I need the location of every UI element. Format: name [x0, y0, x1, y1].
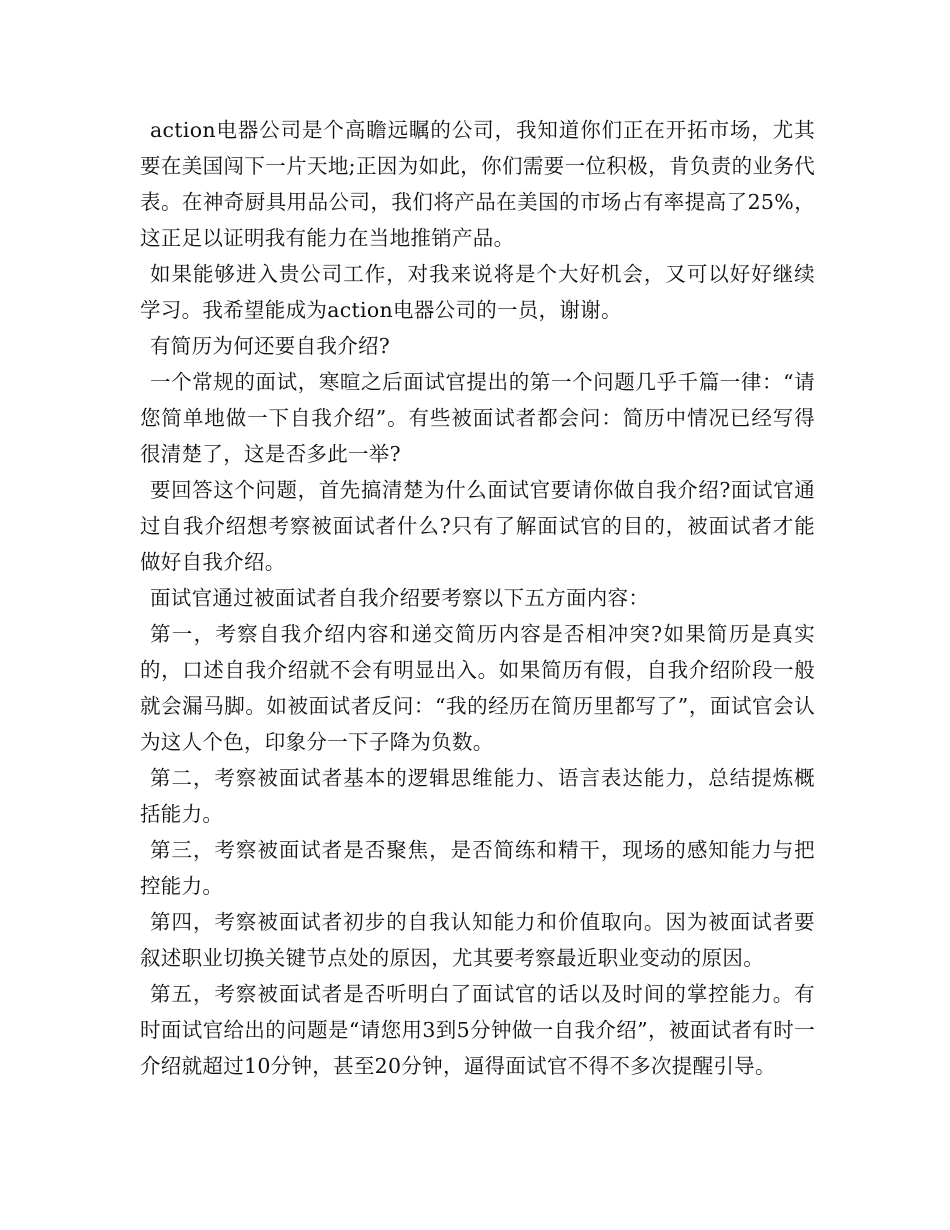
- paragraph: 如果能够进入贵公司工作，对我来说将是个大好机会，又可以好好继续学习。我希望能成为action电器公司的一员，谢谢。: [140, 262, 815, 322]
- document-body: [140, 112, 815, 1084]
- paragraph: 一个常规的面试，寒暄之后面试官提出的第一个问题几乎千篇一律：“请您简单地做一下自我介绍”。有些被面试者都会问：简历中情况已经写得很清楚了，这是否多此一举?: [140, 370, 815, 466]
- paragraph: 第一，考察自我介绍内容和递交简历内容是否相冲突?如果简历是真实的，口述自我介绍就不会有明显出入。如果简历有假，自我介绍阶段一般就会漏马脚。如被面试者反问：“我的经历在简历里都写了”，面试官会认为这人个色，印象分一下子降为负数。: [140, 622, 815, 754]
- paragraph: 第三，考察被面试者是否聚焦，是否简练和精干，现场的感知能力与把控能力。: [140, 838, 815, 898]
- paragraph: action电器公司是个高瞻远瞩的公司，我知道你们正在开拓市场，尤其要在美国闯下一片天地;正因为如此，你们需要一位积极，肯负责的业务代表。在神奇厨具用品公司，我们将产品在美国的市场占有率提高了25%，这正足以证明我有能力在当地推销产品。: [140, 118, 815, 250]
- paragraph: 要回答这个问题，首先搞清楚为什么面试官要请你做自我介绍?面试官通过自我介绍想考察被面试者什么?只有了解面试官的目的，被面试者才能做好自我介绍。: [140, 478, 815, 574]
- paragraph: 面试官通过被面试者自我介绍要考察以下五方面内容：: [150, 586, 650, 610]
- paragraph: 第二，考察被面试者基本的逻辑思维能力、语言表达能力，总结提炼概括能力。: [140, 766, 815, 826]
- paragraph: 第四，考察被面试者初步的自我认知能力和价值取向。因为被面试者要叙述职业切换关键节点处的原因，尤其要考察最近职业变动的原因。: [140, 910, 815, 970]
- paragraph: 第五，考察被面试者是否听明白了面试官的话以及时间的掌控能力。有时面试官给出的问题是“请您用3到5分钟做一自我介绍”，被面试者有时一介绍就超过10分钟，甚至20分钟，逼得面试官不得不多次提醒引导。: [140, 982, 815, 1078]
- section-heading: 有简历为何还要自我介绍?: [150, 334, 391, 358]
